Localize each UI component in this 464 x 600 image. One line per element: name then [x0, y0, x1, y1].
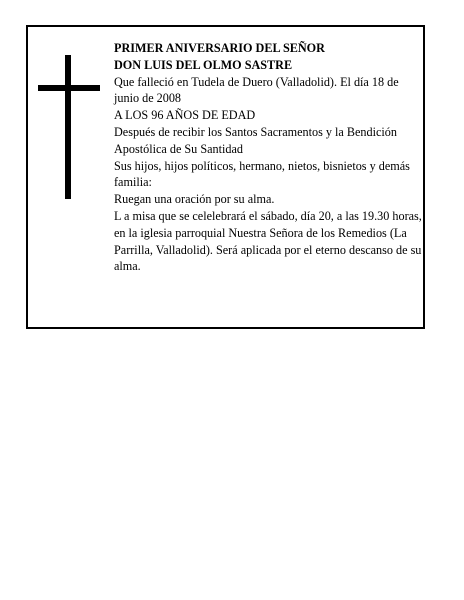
notice-title-line2: DON LUIS DEL OLMO SASTRE: [114, 57, 293, 72]
notice-text: [114, 40, 422, 275]
notice-title-line1: PRIMER ANIVERSARIO DEL SEÑOR: [114, 41, 325, 55]
prayer-request: Ruegan una oración por su alma.: [114, 192, 275, 207]
cross-vertical-bar: [65, 55, 71, 199]
age-line: A LOS 96 AÑOS DE EDAD: [114, 108, 256, 123]
obituary-notice: [26, 25, 425, 329]
family-line: Sus hijos, hijos políticos, hermano, nietos, bisnietos y demás familia:: [114, 158, 410, 190]
death-info: Que falleció en Tudela de Duero (Valladolid). El día 18 de junio de 2008: [114, 74, 399, 106]
latin-cross-icon: [38, 55, 100, 199]
mass-info: L a misa que se celelebrará el sábado, día 20, a las 19.30 horas, en la iglesia parroquial Nuestra Señora de los Remedios (La Parrilla, Valladolid). Será aplicada por el eterno descanso de su alma.: [114, 208, 422, 274]
sacraments-line: Después de recibir los Santos Sacramentos y la Bendición Apostólica de Su Santidad: [114, 124, 397, 156]
cross-horizontal-bar: [38, 85, 100, 91]
